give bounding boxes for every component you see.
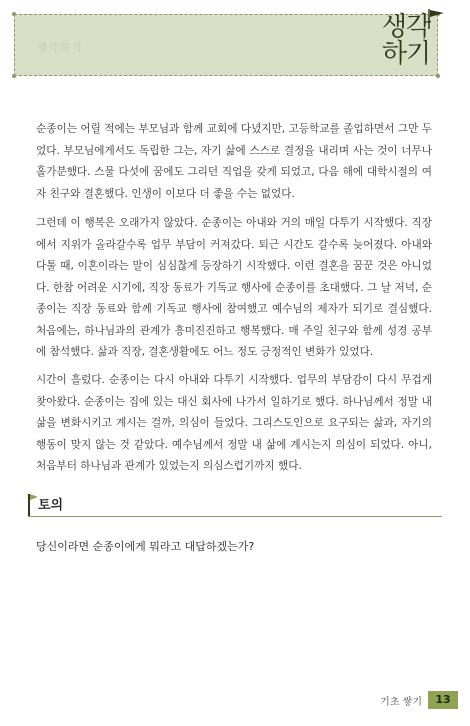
section-title-line1: 생각 — [381, 12, 431, 42]
header-faint-title: 생각하기 — [37, 43, 84, 54]
section-title — [380, 14, 432, 68]
corner-dot — [436, 74, 440, 78]
story-paragraph-1: 순종이는 어릴 적에는 부모님과 함께 교회에 다녔지만, 고등학교를 졸업하면서 그만 두었다. 부모님에게서도 독립한 그는, 자기 삶에 스스로 결정을 내리며 사는 것이 너무나 홀가분했다. 스물 다섯에 꿈에도 그리던 직업을 갖게 되었고, 다음 해에 대학시절의 여자 친구와 결혼했다. 인생이 이보다 더 좋을 수는 없었다. — [36, 123, 432, 200]
page-footer — [380, 691, 458, 709]
story-paragraph-3: 시간이 흘렀다. 순종이는 다시 아내와 다투기 시작했다. 업무의 부담감이 다시 무겁게 찾아왔다. 순종이는 집에 있는 대신 회사에 나가서 일하기로 했다. 하나님께서 정말 내 삶을 변화시키고 계시는 걸까, 의심이 들었다. 그리스도인으로 요구되는 삶과, 자기의 행동이 맞지 않는 것 같았다. 예수님께서 정말 내 삶에 계시는지 의심이 되었다. 아니, 처음부터 하나님과 관계가 있었는지 의심스럽기까지 했다. — [36, 374, 432, 472]
footer-section-label: 기초 쌓기 — [380, 696, 422, 708]
corner-dot — [12, 12, 16, 16]
section-title-line2: 하기 — [381, 39, 431, 69]
page-number-badge: 13 — [428, 691, 458, 709]
flag-icon — [426, 8, 446, 30]
story-paragraph-2: 그런데 이 행복은 오래가지 않았다. 순종이는 아내와 거의 매일 다투기 시작했다. 직장에서 지위가 올라갈수록 업무 부담이 커져갔다. 퇴근 시간도 갈수록 늦어졌다. 아내와 다툴 때, 이혼이라는 말이 심심찮게 등장하기 시작했다. 이런 결혼을 꿈꾼 것은 아니었다. 한참 어려운 시기에, 직장 동료가 기독교 행사에 순종이를 초대했다. 그 날 저녁, 순종이는 직장 동료와 함께 기독교 행사에 참여했고 예수님의 제자가 되기로 결심했다. 처음에는, 하나님과의 관계가 흥미진진하고 행복했다. 매 주일 친구와 함께 성경 공부에 참석했다. 삶과 직장, 결혼생활에도 어느 정도 긍정적인 변화가 있었다. — [36, 217, 432, 358]
header-banner — [14, 14, 438, 76]
corner-dot — [12, 74, 16, 78]
discussion-divider — [28, 516, 442, 517]
discussion-heading: 토의 — [38, 498, 64, 513]
discussion-question: 당신이라면 순종이에게 뭐라고 대답하겠는가? — [36, 540, 255, 553]
